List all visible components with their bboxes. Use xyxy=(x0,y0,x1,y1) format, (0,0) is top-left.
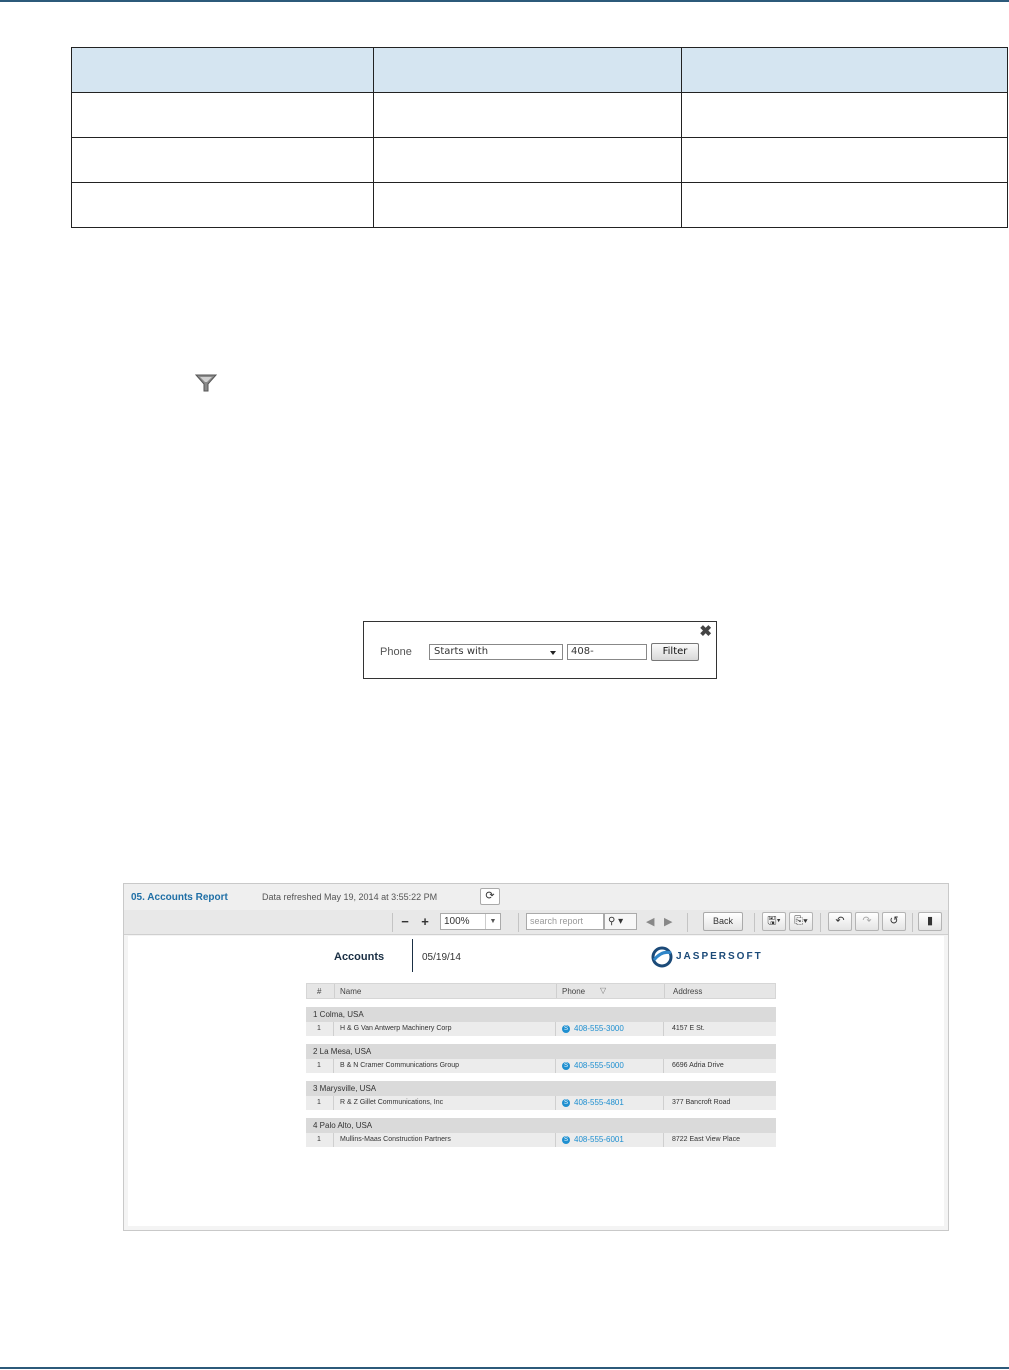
group-marysville xyxy=(306,1081,776,1110)
table-cell xyxy=(682,138,1008,183)
column-divider xyxy=(555,1059,556,1073)
toolbar-separator xyxy=(912,913,913,932)
address: 8722 East View Place xyxy=(672,1136,740,1143)
close-icon[interactable]: ✖ xyxy=(699,623,712,640)
column-header-phone[interactable]: Phone xyxy=(562,987,586,996)
account-name: H & G Van Antwerp Machinery Corp xyxy=(340,1025,452,1032)
phone-link[interactable]: 408-555-6001 xyxy=(574,1135,624,1144)
search-icon: ⚲ ▾ xyxy=(608,916,624,927)
table-cell xyxy=(682,93,1008,138)
table-cell xyxy=(682,183,1008,228)
filter-indicator-icon[interactable]: ▽ xyxy=(600,986,607,995)
chevron-down-icon xyxy=(550,651,556,655)
address: 377 Bancroft Road xyxy=(672,1099,731,1106)
group-colma xyxy=(306,1007,776,1036)
account-name: B & N Cramer Communications Group xyxy=(340,1062,460,1069)
zoom-value: 100% xyxy=(444,916,470,927)
column-divider xyxy=(333,1059,334,1073)
group-palo-alto xyxy=(306,1118,776,1147)
address: 4157 E St. xyxy=(672,1025,705,1032)
table-row xyxy=(306,1022,776,1036)
table-row xyxy=(306,1133,776,1147)
logo-text: JASPERSOFT xyxy=(676,951,763,962)
toolbar-separator xyxy=(392,913,393,932)
toolbar-separator xyxy=(820,913,821,932)
group-la-mesa xyxy=(306,1044,776,1073)
zoom-out-button[interactable]: − xyxy=(401,914,409,929)
column-divider xyxy=(555,1096,556,1110)
chevron-down-icon: ▼ xyxy=(485,914,500,929)
zoom-in-button[interactable]: + xyxy=(421,914,429,929)
address: 6696 Adria Drive xyxy=(672,1062,724,1069)
filter-value-input[interactable]: 408- xyxy=(567,644,647,660)
account-name: R & Z Gillet Communications, Inc xyxy=(340,1099,444,1106)
redo-icon: ↷ xyxy=(862,915,872,927)
filter-operator-value: Starts with xyxy=(434,646,489,657)
report-viewer xyxy=(123,883,949,1231)
phone-link[interactable]: 408-555-4801 xyxy=(574,1098,624,1107)
refreshed-status: Data refreshed May 19, 2014 at 3:55:22 PM xyxy=(262,892,438,902)
redo-button[interactable] xyxy=(855,912,879,931)
group-header: 2 La Mesa, USA xyxy=(306,1044,776,1059)
group-header: 4 Palo Alto, USA xyxy=(306,1118,776,1133)
next-result-icon[interactable]: ▶ xyxy=(664,916,673,928)
funnel-icon xyxy=(195,373,217,393)
row-number: 1 xyxy=(317,1062,321,1069)
column-divider xyxy=(556,984,557,998)
column-divider xyxy=(333,1096,334,1110)
table-row xyxy=(72,93,1008,138)
table-cell xyxy=(374,93,682,138)
report-date: 05/19/14 xyxy=(422,952,461,963)
toolbar-separator xyxy=(687,913,688,932)
skype-icon[interactable]: S xyxy=(563,1026,568,1032)
previous-result-icon[interactable]: ◀ xyxy=(646,916,655,928)
column-divider xyxy=(334,984,335,998)
table-header-row xyxy=(72,48,1008,93)
undo-all-button[interactable] xyxy=(882,912,906,931)
table-header-cell xyxy=(682,48,1008,93)
toolbar-separator xyxy=(518,913,519,932)
column-divider xyxy=(664,984,665,998)
skype-icon[interactable]: S xyxy=(563,1137,568,1143)
filter-operator-select[interactable] xyxy=(429,644,563,660)
table-row xyxy=(72,183,1008,228)
column-divider xyxy=(555,1022,556,1036)
toolbar-separator xyxy=(754,913,755,932)
report-canvas xyxy=(128,936,944,1226)
row-number: 1 xyxy=(317,1136,321,1143)
bookmark-icon: ▮ xyxy=(926,915,934,927)
group-header: 1 Colma, USA xyxy=(306,1007,776,1022)
table-row xyxy=(72,138,1008,183)
refresh-button[interactable] xyxy=(480,888,500,905)
save-icon: 🖫▾ xyxy=(767,915,781,927)
back-button[interactable]: Back xyxy=(703,912,743,931)
phone-link[interactable]: 408-555-3000 xyxy=(574,1024,624,1033)
table-cell xyxy=(72,183,374,228)
group-header: 3 Marysville, USA xyxy=(306,1081,776,1096)
account-name: Mullins-Maas Construction Partners xyxy=(340,1136,451,1143)
top-rule xyxy=(0,0,1009,2)
skype-icon[interactable]: S xyxy=(563,1063,568,1069)
export-button[interactable] xyxy=(789,912,813,931)
table-header-cell xyxy=(374,48,682,93)
table-header-row xyxy=(306,983,776,999)
bookmarks-button[interactable] xyxy=(918,912,942,931)
column-header-name[interactable]: Name xyxy=(340,987,362,996)
report-title[interactable]: 05. Accounts Report xyxy=(131,892,228,903)
table-cell xyxy=(374,138,682,183)
column-divider xyxy=(555,1133,556,1147)
search-button[interactable] xyxy=(604,913,637,930)
phone-link[interactable]: 408-555-5000 xyxy=(574,1061,624,1070)
reset-icon: ↺ xyxy=(889,915,899,927)
table-row xyxy=(306,1096,776,1110)
table-cell xyxy=(374,183,682,228)
viewer-header xyxy=(124,884,948,910)
table-cell xyxy=(72,138,374,183)
table-row xyxy=(306,1059,776,1073)
filter-field-label: Phone xyxy=(380,646,412,658)
undo-icon: ↶ xyxy=(835,915,845,927)
column-header-number: # xyxy=(317,987,322,996)
column-divider xyxy=(663,1059,664,1073)
report-heading: Accounts xyxy=(334,951,385,963)
refresh-icon: ⟳ xyxy=(485,890,495,902)
row-number: 1 xyxy=(317,1099,321,1106)
jaspersoft-logo-icon xyxy=(651,946,673,968)
heading-divider xyxy=(412,939,413,972)
undo-button[interactable] xyxy=(828,912,852,931)
column-divider xyxy=(663,1133,664,1147)
column-header-address[interactable]: Address xyxy=(673,987,703,996)
export-icon: ⎘▾ xyxy=(794,915,808,927)
search-input[interactable]: search report xyxy=(526,913,604,930)
column-divider xyxy=(333,1022,334,1036)
column-divider xyxy=(333,1133,334,1147)
column-divider xyxy=(663,1096,664,1110)
skype-icon[interactable]: S xyxy=(563,1100,568,1106)
row-number: 1 xyxy=(317,1025,321,1032)
viewer-toolbar xyxy=(124,910,948,935)
column-divider xyxy=(663,1022,664,1036)
table-header-cell xyxy=(72,48,374,93)
filter-button[interactable]: Filter xyxy=(651,643,699,661)
jaspersoft-logo xyxy=(651,946,771,968)
table-cell xyxy=(72,93,374,138)
accounts-table xyxy=(306,983,776,1147)
document-table xyxy=(71,47,1008,228)
filter-popup xyxy=(363,621,717,679)
zoom-select[interactable] xyxy=(440,913,501,930)
save-button[interactable] xyxy=(762,912,786,931)
bottom-rule xyxy=(0,1367,1009,1369)
